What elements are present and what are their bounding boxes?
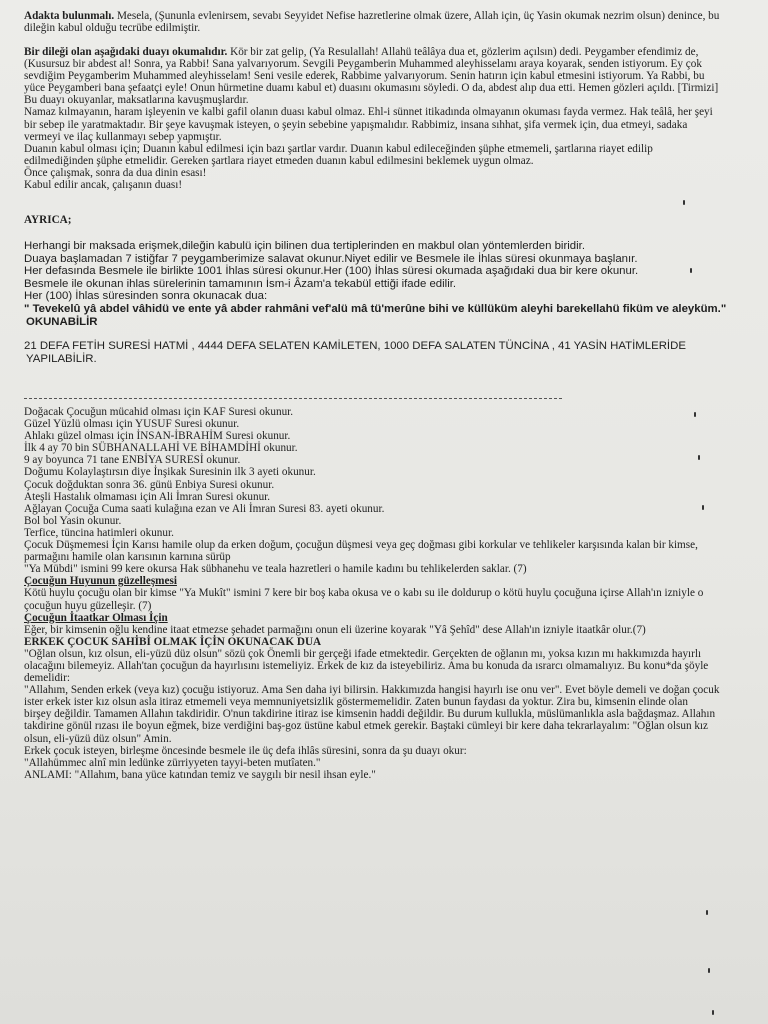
cocuk-line: Çocuk Düşmemesi İçin Karısı hamile olup da erken doğum, çocuğun düşmesi veya geç doğması gibi korkular ve tehlikeler karşısında kalan bir kimse, xyxy=(24,539,698,552)
scan-speck xyxy=(690,268,692,273)
dua-section xyxy=(24,46,754,191)
itaat-line: Eğer, bir kimsenin oğlu kendine itaat etmezse şehadet parmağını onun eli üzerine koyarak "Yâ Şehîd" dese Allah'ın izniyle itaatkâr olur.(7) xyxy=(24,623,646,636)
dua-line: bir sebep ile yaratmaktadır. Bir şeye kavuşmak isteyen, o şeyin sebebine yapışmalıdır. Rabbimiz, insana sıhhat, şifa vermek için, dua etmeyi, sadaka xyxy=(24,118,688,131)
dua-line: Namaz kılmayanın, haram işleyenin ve kalbi gafil olanın duası kabul olmaz. Ehl-i sünnet itikadında olmayanın okuması fayda vermez. Hak teâlâ, her şeyi xyxy=(24,106,713,119)
cocuk-line: Terfice, tüncina hatimleri okunur. xyxy=(24,526,174,539)
cocuk-line: Doğumu Kolaylaştırsın diye İnşikak Suresinin ilk 3 ayeti okunur. xyxy=(24,466,316,479)
erkek-line: takdirine gönül rızası ile boyun eğmek, bize verdiğini baş-goz üstüne kabul etmek gerekir. Baştaki cümleyi bir kere daha tekrarlayalım: "Oğlan olsun kız xyxy=(24,720,708,733)
erkek-line: demelidir: xyxy=(24,672,70,685)
intro-paragraph xyxy=(24,10,754,34)
erkek-line: olsun, eli-yüzü düz olsun" Amin. xyxy=(24,732,172,745)
cocuk-line: Ateşli Hastalık olmaması için Ali İmran Suresi okunur. xyxy=(24,490,271,503)
erkek-line: Erkek çocuk isteyen, birleşme öncesinde besmele ile üç defa ihlâs süresini, sonra da şu duayı okur: xyxy=(24,744,467,757)
scan-speck xyxy=(702,505,704,510)
dua-line: Önce çalışmak, sonra da dua dinin esası! xyxy=(24,166,207,179)
scan-speck xyxy=(708,968,710,973)
dua-line: Kabul edilir ancak, çalışanın duası! xyxy=(24,179,183,192)
cocuk-line: Bol bol Yasin okunur. xyxy=(24,514,122,527)
ayrica-line: Her (100) İhlas süresinden sonra okunacak dua: xyxy=(24,290,268,303)
cocuk-line: Doğacak Çocuğun mücahid olması için KAF Suresi okunur. xyxy=(24,406,294,418)
erkek-line: birşey değildir. Tamamen Allahın takdiridir. O'nun takdirine itiraz ise kimsenin haddi değildir. Bu durum kullukla, müslümanlıkla asla bağdaşmaz. Allahın xyxy=(24,708,716,721)
hatim-line: YAPILABİLİR. xyxy=(26,352,97,365)
cocuk-line: Ahlakı güzel olması için İNSAN-İBRAHİM Suresi okunur. xyxy=(24,430,291,443)
dua-line: (Kusursuz bir abdest al! Sonra, ya Rabbi! Sana yalvarıyorum. Sevgili Peygamberin Muhammed aleyhisselamı araya koyarak, senden istiyorum. Ey çok xyxy=(24,58,702,71)
erkek-line: olacağını bilemeyiz. Allah'tan çocuğun da hayırlısını istemeliyiz. Erkek de kız da isteyebiliriz. Ama bu konuda da ısrarcı olmamalıyız. Bu konu*da şöyle xyxy=(24,659,709,672)
scan-speck xyxy=(698,455,700,460)
huyunun-heading: Çocuğun Huyunun güzelleşmesi xyxy=(24,575,177,588)
erkek-line: ister erkek ister kız olsun asla itiraz etmemeli veya memnuniyetsizlik göstermemelidir. Zaten bunun faydası da yoktur. Zira bu, kimsenin elinde olan xyxy=(24,696,688,709)
dua-line: edilmediğinden şüphe etmelidir. Gereken şartlara riayet etmeden duanın kabul edilmesini beklemek uygun olmaz. xyxy=(24,154,534,167)
dua-bold-line: " Tevekelû yâ abdel vâhidü ve ente yâ abder rahmâni vef'alü mâ tü'merûne bihi ve küllüküm aleyhi barekellahü fiküm ve aleyküm." xyxy=(24,302,727,315)
dua-line: Duanın kabul olması için; Duanın kabul edilmesi için bazı şartlar vardır. Duanın kabul edileceğinden şüphe etmemeli, şartlarına riayet edilip xyxy=(24,142,653,155)
hatim-line: 21 DEFA FETİH SURESİ HATMİ , 4444 DEFA SELATEN KAMİLETEN, 1000 DEFA SALATEN TÜNCİNA , 41 YASİN HATİMLERİDE xyxy=(24,340,686,352)
scan-speck xyxy=(706,910,708,915)
intro-line: dileğin kabul olduğu tecrübe edilmiştir. xyxy=(24,22,201,35)
ayrica-heading: AYRICA; xyxy=(24,214,72,226)
dua-line: Bu duayı okuyanlar, maksatlarına kavuşmuşlardır. xyxy=(24,94,249,107)
cocuk-line: "Ya Mübdi" ismini 99 kere okursa Hak sübhanehu ve teala hazretleri o hamile kadını bu tehlikelerden saklar. (7) xyxy=(24,563,527,576)
huyunun-line: Kötü huylu çocuğu olan bir kimse "Ya Mukît" ismini 7 kere bir boş kaba okusa ve o kabı su ile doldurup o kötü huylu çocuğuna içirse Allah'ın izniyle o xyxy=(24,587,704,600)
cocuk-line: Ağlayan Çocuğa Cuma saati kulağına ezan ve Ali İmran Suresi 83. ayeti okunur. xyxy=(24,502,385,515)
dua-line: yüce Peygamberi bana şefaatçi eyle! Onun hürmetine duamı kabul et) duasını okumasını söyledi. O da, abdest alıp dua etti. Hemen gözleri açıldı. [Tirmizi] xyxy=(24,82,719,95)
okunabilir-label: OKUNABİLİR xyxy=(26,315,98,328)
ayrica-line: Her defasında Besmele ile birlikte 1001 İhlas süresi okunur.Her (100) İhlas süresi okumada aşağıdaki dua bir kere okunur. xyxy=(24,265,639,278)
erkek-line: "Oğlan olsun, kız olsun, eli-yüzü düz olsun" sözü çok Önemli bir gerçeği ifade etmektedir. Gerçekten de oğlanın mı, yoksa kızın mı hakkımızda hayırlı xyxy=(24,647,702,660)
dashed-divider xyxy=(24,398,562,399)
intro-line: Adakta bulunmalı. Mesela, (Şununla evlenirsem, sevabı Seyyidet Nefise hazretlerine olmak üzere, Allah için, üç Yasin okumak nezrim olsun) denince, bu xyxy=(24,10,720,22)
ayrica-line: Duaya başlamadan 7 istiğfar 7 peygamberimize salavat okunur.Niyet edilir ve Besmele ile İhlas süresi okunmaya başlanır. xyxy=(24,252,638,265)
cocuk-line: 9 ay boyunca 71 tane ENBİYA SURESİ okunur. xyxy=(24,454,241,467)
cocuk-line: parmağını hamile olan karısının karnına sürüp xyxy=(24,551,231,564)
ayrica-line: Besmele ile okunan ihlas sürelerinin tamamının İsm-i Âzam'a tekabül ettiği ifade edilir. xyxy=(24,277,457,290)
erkek-heading: ERKEK ÇOCUK SAHİBİ OLMAK İÇİN OKUNACAK DUA xyxy=(24,635,322,648)
erkek-line: ANLAMI: "Allahım, bana yüce katından temiz ve saygılı bir nesil ihsan eyle." xyxy=(24,768,376,781)
cocuk-section xyxy=(24,406,754,781)
scan-speck xyxy=(683,200,685,205)
ayrica-section xyxy=(24,240,754,328)
scan-speck xyxy=(712,1010,714,1015)
erkek-line: "Allahümmec alnî min ledünke zürriyyeten tayyi-beten mutîaten." xyxy=(24,756,321,769)
itaat-heading: Çocuğun İtaatkar Olması İçin xyxy=(24,611,168,624)
scan-speck xyxy=(694,412,696,417)
cocuk-line: Güzel Yüzlü olması için YUSUF Suresi okunur. xyxy=(24,418,240,431)
dua-line: sevdiğim Peygamberim Muhammed aleyhisselam! Seni vesile ederek, Rabbime yalvarıyorum. Senin hatırın için kabul etmesini istiyorum. Ya Rabbi, bu xyxy=(24,70,705,83)
dua-line: vermeyi ve ilaç kullanmayı sebep yapmıştır. xyxy=(24,130,222,143)
hatim-section xyxy=(24,340,754,365)
dua-line: Bir dileği olan aşağıdaki duayı okumalıdır. Kör bir zat gelip, (Ya Resulallah! Allahü teâlâya dua et, gözlerim açılsın) dedi. Peygamber efendimiz de, xyxy=(24,46,699,58)
ayrica-line: Herhangi bir maksada erişmek,dileğin kabulü için bilinen dua tertiplerinden en makbul olan yöntemlerden biridir. xyxy=(24,240,585,252)
huyunun-line: çocuğun huyu güzelleşir. (7) xyxy=(24,599,152,612)
cocuk-line: İlk 4 ay 70 bin SÜBHANALLAHİ VE BİHAMDİHİ okunur. xyxy=(24,442,298,455)
cocuk-line: Çocuk doğduktan sonra 36. günü Enbiya Suresi okunur. xyxy=(24,478,275,491)
erkek-line: "Allahım, Senden erkek (veya kız) çocuğu istiyoruz. Ama Sen daha iyi bilirsin. Hakkımızda hangisi hayırlı ise onu ver". Evet böyle demeli ve doğan çocuk xyxy=(24,684,720,697)
